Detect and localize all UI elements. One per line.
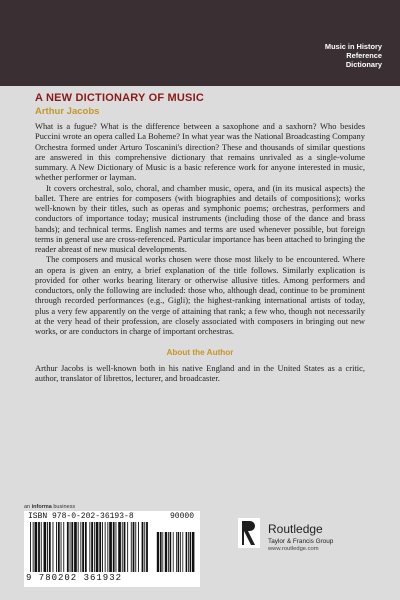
subject-reference: Reference (346, 51, 382, 61)
informa-business-line (24, 504, 75, 510)
description-paragraph-1: What is a fugue? What is the difference between a saxophone and a saxhorn? Who besides Puccini wrote an opera called La Boheme? In what year was the National Broadcasting Company Orchestra formed under Arturo Toscanini's direction? These and thousands of similar questions are answered in this comprehensive dictionary that remains unrivaled as a single-volume summary. A New Dictionary of Music is a basic reference work for anyone interested in music, whether performer or layman. (35, 121, 365, 183)
book-title: A NEW DICTIONARY OF MUSIC (35, 92, 204, 104)
routledge-logo-icon (238, 518, 260, 548)
description-paragraph-2: It covers orchestral, solo, choral, and chamber music, opera, and (in its musical aspects) the ballet. There are entries for composers (with biographies and details of compositions); works well-known by their titles, such as operas and symphonic poems; orchestras, performers and conductors of importance today; musical instruments (including those of the dance and brass bands); and technical terms. English names and terms are used whenever possible, but foreign terms in general use are cross-referenced. Particular importance has been attached to bringing the reader abreast of new musical developments. (35, 182, 365, 254)
price-code: 90000 (169, 512, 194, 521)
subject-dictionary: Dictionary (345, 60, 382, 70)
description-paragraph-3: The composers and musical works chosen were those most likely to be encountered. Where an opera is given an entry, a brief explanation of the title follows. Similarly explication is provided for other works bearing literary or otherwise allusive titles. Among performers and conductors, only the following are included: those who, although dead, continue to be prominent through recorded performances (e.g., Gigli); the highest-ranking international artists of today, plus a very few apparently on the verge of attaining that rank; a few who, though not necessarily at the very head of their profession, are closely associated with composers in bringing out new works, or are conductors in charge of important orchestras. (35, 254, 365, 336)
informa-suffix: business (53, 504, 76, 510)
book-author: Arthur Jacobs (35, 106, 100, 117)
about-author-text: Arthur Jacobs is well-known both in his native England and in the United States as a critic, author, translator of librettos, lecturer, and broadcaster. (35, 362, 365, 383)
publisher-name: Routledge (268, 522, 323, 536)
publisher-group: Taylor & Francis Group (268, 538, 334, 545)
barcode-block (24, 511, 200, 587)
publisher-url[interactable]: www.routledge.com (268, 546, 319, 552)
isbn-label: ISBN 978-0-202-36193-8 (28, 512, 134, 521)
barcode-digits: 9 780202 361932 (26, 573, 123, 583)
barcode-bars (28, 522, 196, 572)
informa-prefix: an (24, 504, 31, 510)
description-text (35, 121, 365, 383)
informa-brand: informa (31, 504, 52, 510)
subject-music-in-history: Music in History (324, 42, 382, 51)
subject-categories (325, 42, 382, 70)
about-author-heading: About the Author (166, 348, 234, 358)
